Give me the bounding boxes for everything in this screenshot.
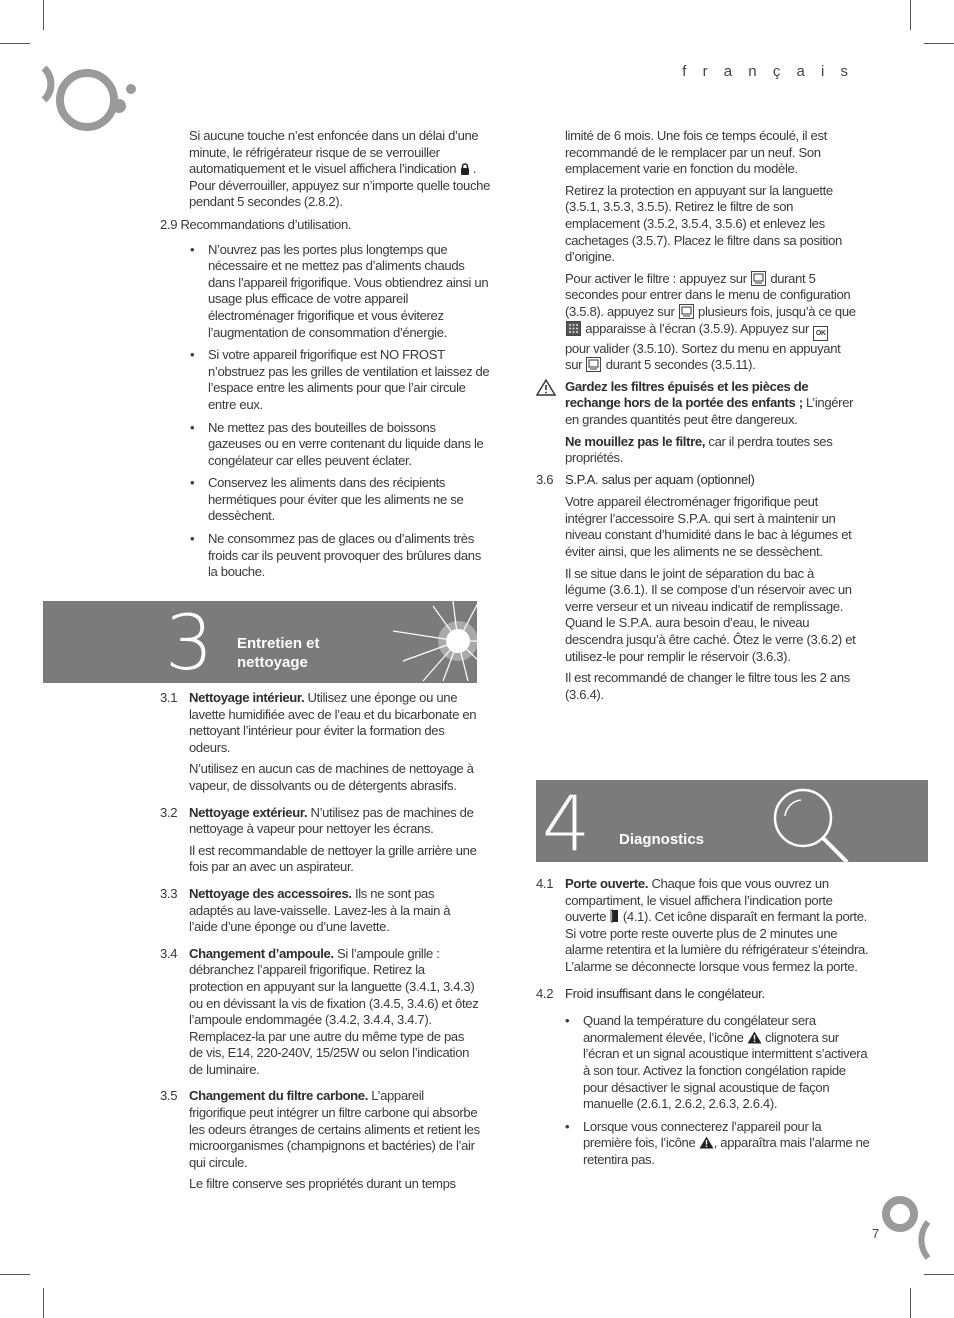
list-item: • Lorsque vous connecterez l’appareil pour la première fois, l’icône , apparaîtra mais l’alarme ne retentira pas. <box>565 1119 872 1169</box>
lock-icon <box>460 163 470 175</box>
menu-button-icon <box>751 271 766 286</box>
list-item: • Si votre appareil frigorifique est NO FROST n’obstruez pas les grilles de ventilation et laissez de l’espace entre les aliments pour que l’air circule entre eux. <box>190 347 492 413</box>
crop-mark <box>910 1288 911 1318</box>
warning-block: Gardez les filtres épuisés et les pièces de rechange hors de la portée des enfants ; L’ingérer en grandes quantités peut être dangereux. <box>536 379 856 429</box>
filter-icon <box>566 321 581 336</box>
filter-paragraph-3: Pour activer le filtre : appuyez sur durant 5 secondes pour entrer dans le menu de configuration (3.5.8). appuyez sur plusieurs fois, jusqu’à ce que apparaisse à l’écran (3.5.9). Appuyez sur OK pour valider (3.5.10). Sortez du menu en appuyant sur durant 5 secondes (3.5.11). <box>565 270 856 373</box>
list-item: • Conservez les aliments dans des récipients hermétiques pour éviter que les aliments ne se dessèchent. <box>190 475 492 525</box>
section-2-9-title: 2.9 Recommandations d’utilisation. <box>160 216 352 232</box>
recommendations-list <box>160 242 492 581</box>
warning-icon <box>699 1136 714 1149</box>
section-title: Entretien et nettoyage <box>237 635 320 671</box>
left-column-lower <box>160 690 480 1203</box>
section-3-1: 3.1 Nettoyage intérieur. Utilisez une éponge ou une lavette humidifiée avec de l’eau et du bicarbonate en nettoyant l’intérieur pour éviter la formation des odeurs. N’utilisez en aucun cas de machines de nettoyage à vapeur, de dissolvants ou de détergents abrasifs. <box>160 690 477 793</box>
brand-logo-icon <box>40 64 140 136</box>
menu-button-icon <box>586 357 601 372</box>
list-item: • Ne consommez pas de glaces ou d’aliments très froids car ils peuvent provoquer des brûlures dans la bouche. <box>190 531 492 581</box>
crop-mark <box>924 1274 954 1275</box>
menu-button-icon <box>679 304 694 319</box>
section-number: 3 <box>165 601 214 683</box>
filter-paragraph-2: Retirez la protection en appuyant sur la languette (3.5.1, 3.5.3, 3.5.5). Retirez le filtre de son emplacement (3.5.2, 3.5.4, 3.5.6) et enlevez les cachetages (3.5.7). Placez le filtre dans sa position d’origine. <box>565 182 842 265</box>
warning-icon <box>747 1031 762 1044</box>
crop-mark <box>43 1288 44 1318</box>
section-3-4: 3.4 Changement d’ampoule. Si l’ampoule grille : débranchez l’appareil frigorifique. Retirez la protection en appuyant sur la languette (3.4.1, 3.4.3) ou en dévissant la vis de fixation (3.4.5, 3.4.6) et ôtez l’ampoule endommagée (3.4.2, 3.4.4, 3.4.7). Remplacez-la par une autre du même type de pas de vis, E14, 220-240V, 15/25W ou selon l’indication de luminaire. <box>160 945 479 1077</box>
language-label: f r a n ç a i s <box>682 63 854 80</box>
left-column <box>160 128 492 587</box>
section-4-2: 4.2 Froid insuffisant dans le congélateur. <box>536 985 765 1001</box>
right-column-lower <box>536 876 872 1175</box>
crop-mark <box>924 43 954 44</box>
crop-mark <box>43 0 44 30</box>
section-number: 4 <box>542 780 591 862</box>
crop-mark <box>0 43 30 44</box>
right-column <box>536 128 856 713</box>
magnifier-icon <box>771 788 861 862</box>
freezer-diagnostics-list <box>536 1013 872 1168</box>
open-door-icon <box>610 909 620 923</box>
crop-mark <box>910 0 911 30</box>
sparkle-icon <box>393 601 477 683</box>
section-3-banner <box>43 601 477 683</box>
section-3-2: 3.2 Nettoyage extérieur. N’utilisez pas de machines de nettoyage à vapeur pour nettoyer les écrans. Il est recommandable de nettoyer la grille arrière une fois par an avec un aspirateur. <box>160 804 477 875</box>
page-number: 7 <box>872 1226 880 1241</box>
filter-paragraph-1: limité de 6 mois. Une fois ce temps écoulé, il est recommandé de le remplacer par un neuf. Son emplacement varie en fonction du modèle. <box>565 128 827 177</box>
section-3-6: 3.6 S.P.A. salus per aquam (optionnel) Votre appareil électroménager frigorifique peut intégrer l’accessoire S.P.A. qui sert à maintenir un niveau constant d’humidité dans le bac à légumes et éviter ainsi, que les aliments ne se dessèchent. Il se situe dans le joint de séparation du bac à légume (3.6.1). Il se compose d’un réservoir avec un verre verseur et un niveau indicatif de remplissage. Quand le S.P.A. aura besoin d’eau, le niveau descendra jusqu’à être caché. Ôtez le verre (3.6.2) et utilisez-le pour remplir le réservoir (3.6.3). Il est recommandé de changer le filtre tous les 2 ans (3.6.4). <box>536 471 856 702</box>
section-title: Diagnostics <box>619 831 705 848</box>
section-4-1: 4.1 Porte ouverte. Chaque fois que vous ouvrez un compartiment, le visuel affichera l’indication porte ouverte (4.1). Cet icône disparaît en fermant la porte. Si votre porte reste ouverte plus de 2 minutes une alarme retentira et la lumière du réfrigérateur s’éteindra. L’alarme se déconnecte lorsque vous fermez la porte. <box>536 876 869 974</box>
section-4-banner <box>536 780 928 862</box>
list-item: • Ne mettez pas des bouteilles de boissons gazeuses ou en verre contenant du liquide dans le congélateur car elles peuvent éclater. <box>190 420 492 470</box>
ok-button-icon: OK <box>813 326 828 341</box>
list-item: • Quand la température du congélateur sera anormalement élevée, l’icône clignotera sur l’écran et un signal acoustique intermittent s’activera à son tour. Activez la fonction congélation rapide pour désactiver le signal acoustique de façon manuelle (2.6.1, 2.6.2, 2.6.3, 2.6.4). <box>565 1013 872 1113</box>
section-3-3: 3.3 Nettoyage des accessoires. Ils ne sont pas adaptés au lave-vaisselle. Lavez-les à la main à l’aide d’une éponge ou d’une lavette. <box>160 885 451 935</box>
section-3-5: 3.5 Changement du filtre carbone. L’appareil frigorifique peut intégrer un filtre carbone qui absorbe les odeurs étranges de certains aliments et retient les microorganismes (champignons et bactéries) de l’air qui circule. Le filtre conserve ses propriétés durant un temps <box>160 1088 480 1192</box>
wet-filter-note: Ne mouillez pas le filtre, car il perdra toutes ses propriétés. <box>565 433 833 466</box>
list-item: • N’ouvrez pas les portes plus longtemps que nécessaire et ne mettez pas d’aliments chauds dans l’appareil frigorifique. Vous obtiendrez ainsi un usage plus efficace de votre appareil électroménager frigorifique et vous éviterez l’augmentation de consommation d’énergie. <box>190 242 492 342</box>
intro-paragraph: Si aucune touche n’est enfoncée dans un délai d’une minute, le réfrigérateur risque de se verrouiller automatiquement et le visuel affichera l’indication . Pour déverrouiller, appuyez sur n’importe quelle touche pendant 5 secondes (2.8.2). <box>189 128 491 210</box>
brand-logo-icon <box>880 1192 930 1262</box>
crop-mark <box>0 1274 30 1275</box>
warning-icon <box>536 379 556 396</box>
